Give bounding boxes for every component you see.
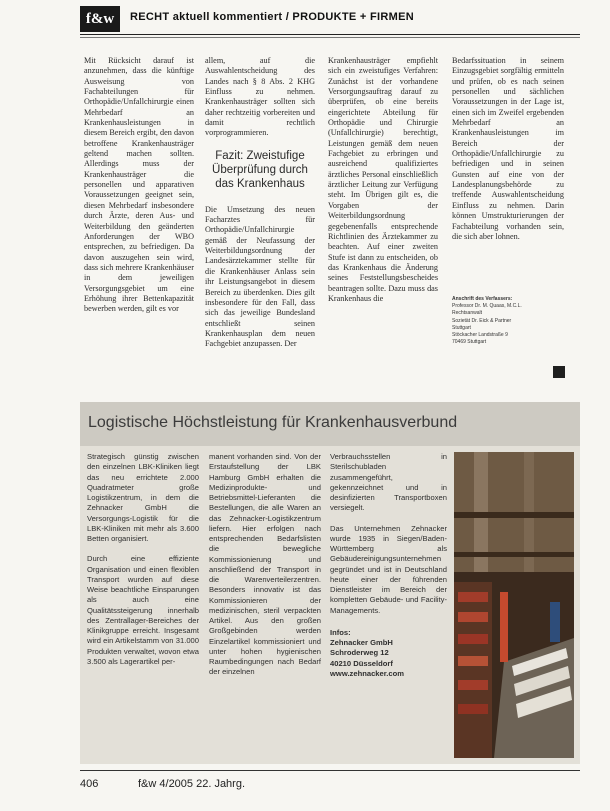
advertorial-header [80, 402, 580, 446]
author-line: Sozietät Dr. Eick & Partner [452, 317, 512, 324]
author-address [452, 296, 552, 346]
advertorial-paragraph: Durch eine effiziente Organisation und einen flexiblen Transport wurden auf diese Weise beachtliche Einsparungen als auch eine Qualitätssteigerung innerhalb des Zentrallager-Bereiches der Klinikgruppe erreicht. Insgesamt wird ein Artikelstamm von 31.000 Produkten verwaltet, wovon etwa 3.500 als Lagerartikel per- [87, 554, 199, 666]
section-header: RECHT aktuell kommentiert / PRODUKTE + FIRMEN [130, 11, 414, 23]
article-paragraph: Bedarfssituation in seinem Einzugsgebiet sorgfältig ermitteln und prüfen, ob es nach seinen personellen und sächlichen Voraussetzungen in der Lage ist, einen sich im Zweifel ergebenden Mehrbedarf an Krankenhausleistungen im Bereich der Orthopädie/Unfallchirurgie zu befriedigen und in seinen Gunsten auf eine von der Landesplanungsbehörde zu treffende Auswahlentscheidung Einfluss zu nehmen. Darin können Umstrukturierungen der Fachabteilung vorhanden sein, die sich aber lohnen. [452, 56, 564, 241]
footer-divider [80, 770, 580, 771]
author-label: Anschrift des Verfassers: [452, 296, 513, 302]
contact-website-link[interactable]: www.zehnacker.com [330, 668, 404, 678]
subheading-fazit: Fazit: Zweistufige Überprüfung durch das Krankenhaus [212, 149, 308, 190]
author-line: Professor Dr. M. Quaas, M.C.L. [452, 303, 522, 310]
article-column-4 [452, 56, 564, 286]
advertorial-column-1 [87, 452, 199, 758]
contact-street: Schroderweg 12 [330, 648, 389, 658]
article-paragraph: Die Umsetzung des neuen Facharztes für Orthopädie/Unfallchirurgie gemäß der Neufassung der Weiterbildungsordnung der Landesärztekammer stellte für die Krankenhäuser Anlass sein ihr Leistungsangebot in diesem Bereich zu überdenken. Dies gilt insbesondere für den Fall, dass sich das jeweilige Bundesland entschließt seinen Krankenhausplan dem neuen Fachgebiet anzupassen. Der [205, 204, 315, 349]
contact-block [330, 628, 447, 679]
article-column-3 [328, 56, 438, 390]
contact-company: Zehnacker GmbH [330, 638, 393, 647]
journal-issue: f&w 4/2005 22. Jahrg. [138, 778, 246, 790]
advertorial-column-3 [330, 452, 447, 758]
author-line: 70469 Stuttgart [452, 339, 487, 346]
advertorial-title: Logistische Höchstleistung für Krankenhausverbund [88, 414, 458, 431]
author-line: Rechtsanwalt [452, 310, 483, 317]
advertorial-paragraph: Strategisch günstig zwischen den einzelnen LBK-Kliniken liegt das neu errichtete 2.000 Quadratmeter große Logistikzentrum, in dem die Zehnacker GmbH die Versorgungs-Logistik für die LBK-Kliniken mit mehr als 3.600 Betten organisiert. [87, 452, 199, 543]
advertorial-paragraph: Das Unternehmen Zehnacker wurde 1935 in Siegen/Baden-Württemberg als Gebäudereinigungsunternehmen gegründet und ist in Deutschland heute einer der führenden Dienstleister im Bereich der kompletten Gebäude- und Facility-Managements. [330, 523, 447, 615]
article-end-mark [553, 366, 565, 378]
article-paragraph: Krankenhausträger empfiehlt sich ein zweistufiges Verfahren: Zunächst ist der vorhandene Versorgungsauftrag darauf zu überprüfen, ob eine bereits eingerichtete Abteilung für Orthopädie und Chirurgie (Unfallchirurgie) berechtigt, Leistungen gemäß dem neuen Fachgebiet zu erbringen und ausreichend qualifiziertes ärztliches Personal einschließlich ärztlicher Leitung zur Verfügung steht. Im Übrigen gilt es, die Vorgaben der Weiterbildungsordnung gegebenenfalls entsprechende Richtlinien des Ärztekammer zu beachten. Auf einer zweiten Stufe ist dann zu entscheiden, ob das Krankenhaus die Änderung seines Feststellungsbescheides beantragen sollte. Dazu muss das Krankenhaus die [328, 56, 438, 303]
article-paragraph: Mit Rücksicht darauf ist anzunehmen, dass die künftige Ausweisung von Fachabteilungen für Orthopädie/Unfallchirurgie einen Mehrbedarf an Krankenhausleistungen in diesem Bereich ergibt, den davon betroffene Krankenhausträger geltend machen sollten. Allerdings muss der Krankenhausträger die personellen und apparativen Voraussetzungen geeignet sein, diesen Mehrbedarf insbesondere durch Ärzte, deren Aus- und Weiterbildung den geänderten Anforderungen der WBO entsprechen, zu befriedigen. Da davon auszugehen sein wird, dass sich mehrere Krankenhäuser in dem jeweiligen Versorgungsgebiet um eine Erhöhung ihrer Bettenkapazität bewerben werden, gilt es vor [84, 56, 194, 314]
header-divider [80, 34, 580, 35]
contact-label: Infos: [330, 627, 351, 637]
page-number: 406 [80, 778, 99, 790]
advertorial-box [80, 402, 580, 764]
article-column-2 [205, 56, 315, 390]
advertorial-paragraph: manent vorhanden sind. Von der Erstaufstellung der LBK Hamburg GmbH erhalten die Medizinprodukte- und Betriebsmittel-Lieferanten die Bestellungen, die alle Waren an das Zehnacker-Logistikzentrum liefern. Hier erfolgen nach entsprechenden Bedarfslisten die bewegliche Kommissionierung und anschließend der Transport in die Warenverteilerzentren. Besonders innovativ ist das Kommissionieren der medizinischen, steril verpackten Artikel. Aus den großen Großgebinden werden Einzelartikel kommissioniert und unter hohen hygienischen Raumbedingungen nach Bedarf der einzelnen [209, 452, 321, 677]
author-line: Stöckacher Landstraße 9 [452, 332, 508, 339]
article-paragraph: allem, auf die Auswahlentscheidung des Landes nach § 8 Abs. 2 KHG Einfluss zu nehmen. Krankenhausträger sollten sich daher rechtzeitig vorbereiten und damit rechtlich vorprogrammieren. [205, 56, 315, 138]
warehouse-photo [454, 452, 574, 758]
header-divider-secondary [80, 37, 580, 38]
magazine-logo: f&w [80, 6, 120, 32]
author-line: Stuttgart [452, 324, 471, 331]
advertorial-column-2 [209, 452, 321, 758]
contact-city: 40210 Düsseldorf [330, 658, 393, 668]
article-column-1 [84, 56, 194, 390]
warehouse-illustration [454, 452, 574, 758]
advertorial-paragraph: Verbrauchsstellen in Sterilschubladen zusammengeführt, gekennzeichnet und in desinfizierten Transportboxen versiegelt. [330, 452, 447, 513]
